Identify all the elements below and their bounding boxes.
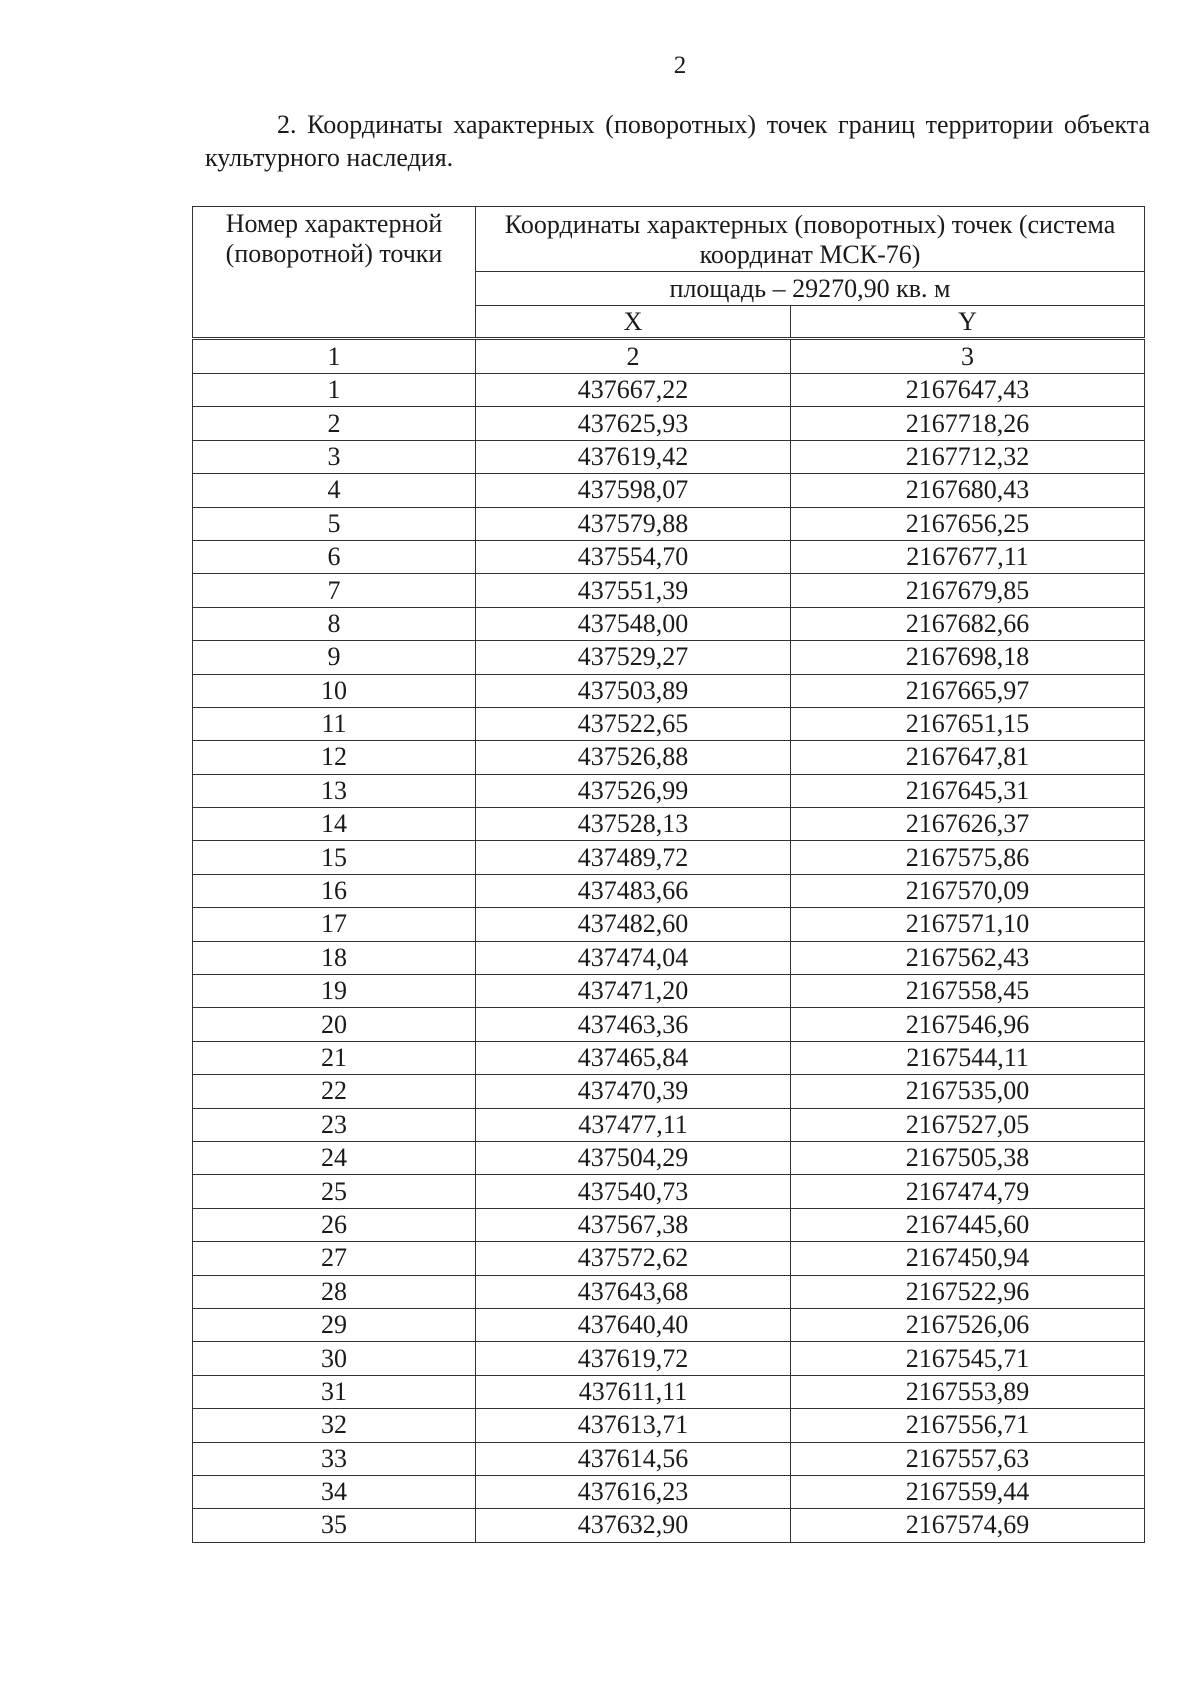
- point-number-cell: 30: [193, 1342, 476, 1375]
- y-coordinate-cell: 2167535,00: [791, 1075, 1145, 1108]
- table-row: [193, 1409, 1145, 1442]
- point-number-cell: 18: [193, 941, 476, 974]
- table-row: [193, 1141, 1145, 1174]
- y-coordinate-cell: 2167545,71: [791, 1342, 1145, 1375]
- point-number-cell: 4: [193, 474, 476, 507]
- point-number-cell: 25: [193, 1175, 476, 1208]
- table-row: [193, 474, 1145, 507]
- x-coordinate-cell: 437667,22: [476, 374, 791, 407]
- y-coordinate-cell: 2167647,43: [791, 374, 1145, 407]
- table-row: [193, 1175, 1145, 1208]
- y-coordinate-cell: 2167712,32: [791, 440, 1145, 473]
- point-number-cell: 16: [193, 874, 476, 907]
- point-number-cell: 3: [193, 440, 476, 473]
- point-number-cell: 9: [193, 641, 476, 674]
- point-number-cell: 21: [193, 1041, 476, 1074]
- point-number-cell: 14: [193, 808, 476, 841]
- x-coordinate-cell: 437483,66: [476, 874, 791, 907]
- column-index-cell: 2: [476, 339, 791, 374]
- y-coordinate-cell: 2167682,66: [791, 607, 1145, 640]
- point-number-cell: 2: [193, 407, 476, 440]
- table-row: [193, 1308, 1145, 1341]
- y-coordinate-cell: 2167575,86: [791, 841, 1145, 874]
- x-coordinate-cell: 437616,23: [476, 1475, 791, 1508]
- point-number-cell: 19: [193, 975, 476, 1008]
- y-coordinate-cell: 2167558,45: [791, 975, 1145, 1008]
- y-coordinate-cell: 2167505,38: [791, 1141, 1145, 1174]
- table-row: [193, 908, 1145, 941]
- y-coordinate-cell: 2167679,85: [791, 574, 1145, 607]
- table-row: [193, 741, 1145, 774]
- x-coordinate-cell: 437579,88: [476, 507, 791, 540]
- table-row: [193, 607, 1145, 640]
- x-coordinate-cell: 437625,93: [476, 407, 791, 440]
- table-row: [193, 1509, 1145, 1542]
- point-number-cell: 33: [193, 1442, 476, 1475]
- table-row: [193, 1342, 1145, 1375]
- point-number-cell: 7: [193, 574, 476, 607]
- page-number: 2: [673, 52, 687, 79]
- point-number-cell: 10: [193, 674, 476, 707]
- x-coordinate-cell: 437474,04: [476, 941, 791, 974]
- table-row: [193, 1108, 1145, 1141]
- x-coordinate-cell: 437470,39: [476, 1075, 791, 1108]
- table-row: [193, 1008, 1145, 1041]
- x-coordinate-cell: 437482,60: [476, 908, 791, 941]
- y-coordinate-cell: 2167698,18: [791, 641, 1145, 674]
- y-coordinate-cell: 2167665,97: [791, 674, 1145, 707]
- x-coordinate-cell: 437540,73: [476, 1175, 791, 1208]
- x-coordinate-cell: 437614,56: [476, 1442, 791, 1475]
- x-coordinate-cell: 437463,36: [476, 1008, 791, 1041]
- table-row: [193, 407, 1145, 440]
- column-index-cell: 1: [193, 339, 476, 374]
- x-coordinate-cell: 437477,11: [476, 1108, 791, 1141]
- y-coordinate-cell: 2167718,26: [791, 407, 1145, 440]
- x-coordinate-cell: 437548,00: [476, 607, 791, 640]
- table-row: [193, 1041, 1145, 1074]
- point-number-cell: 35: [193, 1509, 476, 1542]
- point-number-cell: 27: [193, 1242, 476, 1275]
- point-number-cell: 28: [193, 1275, 476, 1308]
- point-number-cell: 11: [193, 707, 476, 740]
- x-coordinate-cell: 437632,90: [476, 1509, 791, 1542]
- y-coordinate-cell: 2167474,79: [791, 1175, 1145, 1208]
- y-coordinate-cell: 2167626,37: [791, 808, 1145, 841]
- table-row: [193, 374, 1145, 407]
- table-row: [193, 674, 1145, 707]
- y-coordinate-cell: 2167445,60: [791, 1208, 1145, 1241]
- y-coordinate-cell: 2167677,11: [791, 540, 1145, 573]
- point-number-cell: 32: [193, 1409, 476, 1442]
- point-number-cell: 23: [193, 1108, 476, 1141]
- x-coordinate-cell: 437640,40: [476, 1308, 791, 1341]
- y-coordinate-cell: 2167570,09: [791, 874, 1145, 907]
- point-number-cell: 20: [193, 1008, 476, 1041]
- y-coordinate-cell: 2167574,69: [791, 1509, 1145, 1542]
- y-coordinate-cell: 2167559,44: [791, 1475, 1145, 1508]
- x-coordinate-cell: 437471,20: [476, 975, 791, 1008]
- table-row: [193, 808, 1145, 841]
- table-row: [193, 440, 1145, 473]
- x-coordinate-cell: 437465,84: [476, 1041, 791, 1074]
- y-coordinate-cell: 2167647,81: [791, 741, 1145, 774]
- table-row: [193, 1375, 1145, 1408]
- table-row: [193, 1075, 1145, 1108]
- header-y: Y: [791, 306, 1145, 339]
- point-number-cell: 12: [193, 741, 476, 774]
- point-number-cell: 15: [193, 841, 476, 874]
- point-number-cell: 31: [193, 1375, 476, 1408]
- y-coordinate-cell: 2167645,31: [791, 774, 1145, 807]
- x-coordinate-cell: 437572,62: [476, 1242, 791, 1275]
- y-coordinate-cell: 2167562,43: [791, 941, 1145, 974]
- y-coordinate-cell: 2167526,06: [791, 1308, 1145, 1341]
- x-coordinate-cell: 437613,71: [476, 1409, 791, 1442]
- x-coordinate-cell: 437526,99: [476, 774, 791, 807]
- x-coordinate-cell: 437528,13: [476, 808, 791, 841]
- header-coordinates: Координаты характерных (поворотных) точек (система координат МСК-76): [476, 207, 1145, 272]
- x-coordinate-cell: 437522,65: [476, 707, 791, 740]
- y-coordinate-cell: 2167553,89: [791, 1375, 1145, 1408]
- table-row: [193, 1275, 1145, 1308]
- point-number-cell: 8: [193, 607, 476, 640]
- x-coordinate-cell: 437503,89: [476, 674, 791, 707]
- point-number-cell: 29: [193, 1308, 476, 1341]
- table-row: [193, 574, 1145, 607]
- x-coordinate-cell: 437598,07: [476, 474, 791, 507]
- x-coordinate-cell: 437504,29: [476, 1141, 791, 1174]
- point-number-cell: 1: [193, 374, 476, 407]
- x-coordinate-cell: 437567,38: [476, 1208, 791, 1241]
- table-row: [193, 540, 1145, 573]
- x-coordinate-cell: 437529,27: [476, 641, 791, 674]
- point-number-cell: 34: [193, 1475, 476, 1508]
- coordinates-table: [192, 206, 1145, 1543]
- y-coordinate-cell: 2167522,96: [791, 1275, 1145, 1308]
- header-x: X: [476, 306, 791, 339]
- point-number-cell: 24: [193, 1141, 476, 1174]
- table-row: [193, 1208, 1145, 1241]
- x-coordinate-cell: 437643,68: [476, 1275, 791, 1308]
- x-coordinate-cell: 437611,11: [476, 1375, 791, 1408]
- x-coordinate-cell: 437489,72: [476, 841, 791, 874]
- x-coordinate-cell: 437551,39: [476, 574, 791, 607]
- column-index-row: [193, 339, 1145, 374]
- table-row: [193, 707, 1145, 740]
- table-row: [193, 841, 1145, 874]
- table-row: [193, 774, 1145, 807]
- y-coordinate-cell: 2167450,94: [791, 1242, 1145, 1275]
- point-number-cell: 17: [193, 908, 476, 941]
- table-row: [193, 641, 1145, 674]
- y-coordinate-cell: 2167680,43: [791, 474, 1145, 507]
- table-row: [193, 1475, 1145, 1508]
- point-number-cell: 6: [193, 540, 476, 573]
- point-number-cell: 13: [193, 774, 476, 807]
- column-index-cell: 3: [791, 339, 1145, 374]
- table-row: [193, 1242, 1145, 1275]
- section-heading: 2. Координаты характерных (поворотных) точек границ территории объекта культурного наследия.: [205, 110, 1150, 172]
- y-coordinate-cell: 2167546,96: [791, 1008, 1145, 1041]
- x-coordinate-cell: 437619,42: [476, 440, 791, 473]
- y-coordinate-cell: 2167656,25: [791, 507, 1145, 540]
- y-coordinate-cell: 2167651,15: [791, 707, 1145, 740]
- x-coordinate-cell: 437554,70: [476, 540, 791, 573]
- y-coordinate-cell: 2167527,05: [791, 1108, 1145, 1141]
- table-row: [193, 507, 1145, 540]
- header-area: площадь – 29270,90 кв. м: [476, 272, 1145, 306]
- table-row: [193, 874, 1145, 907]
- header-point-number: Номер характерной (поворотной) точки: [193, 207, 476, 339]
- table-row: [193, 941, 1145, 974]
- table-row: [193, 1442, 1145, 1475]
- x-coordinate-cell: 437619,72: [476, 1342, 791, 1375]
- y-coordinate-cell: 2167556,71: [791, 1409, 1145, 1442]
- point-number-cell: 22: [193, 1075, 476, 1108]
- y-coordinate-cell: 2167571,10: [791, 908, 1145, 941]
- point-number-cell: 5: [193, 507, 476, 540]
- y-coordinate-cell: 2167544,11: [791, 1041, 1145, 1074]
- x-coordinate-cell: 437526,88: [476, 741, 791, 774]
- y-coordinate-cell: 2167557,63: [791, 1442, 1145, 1475]
- point-number-cell: 26: [193, 1208, 476, 1241]
- table-row: [193, 975, 1145, 1008]
